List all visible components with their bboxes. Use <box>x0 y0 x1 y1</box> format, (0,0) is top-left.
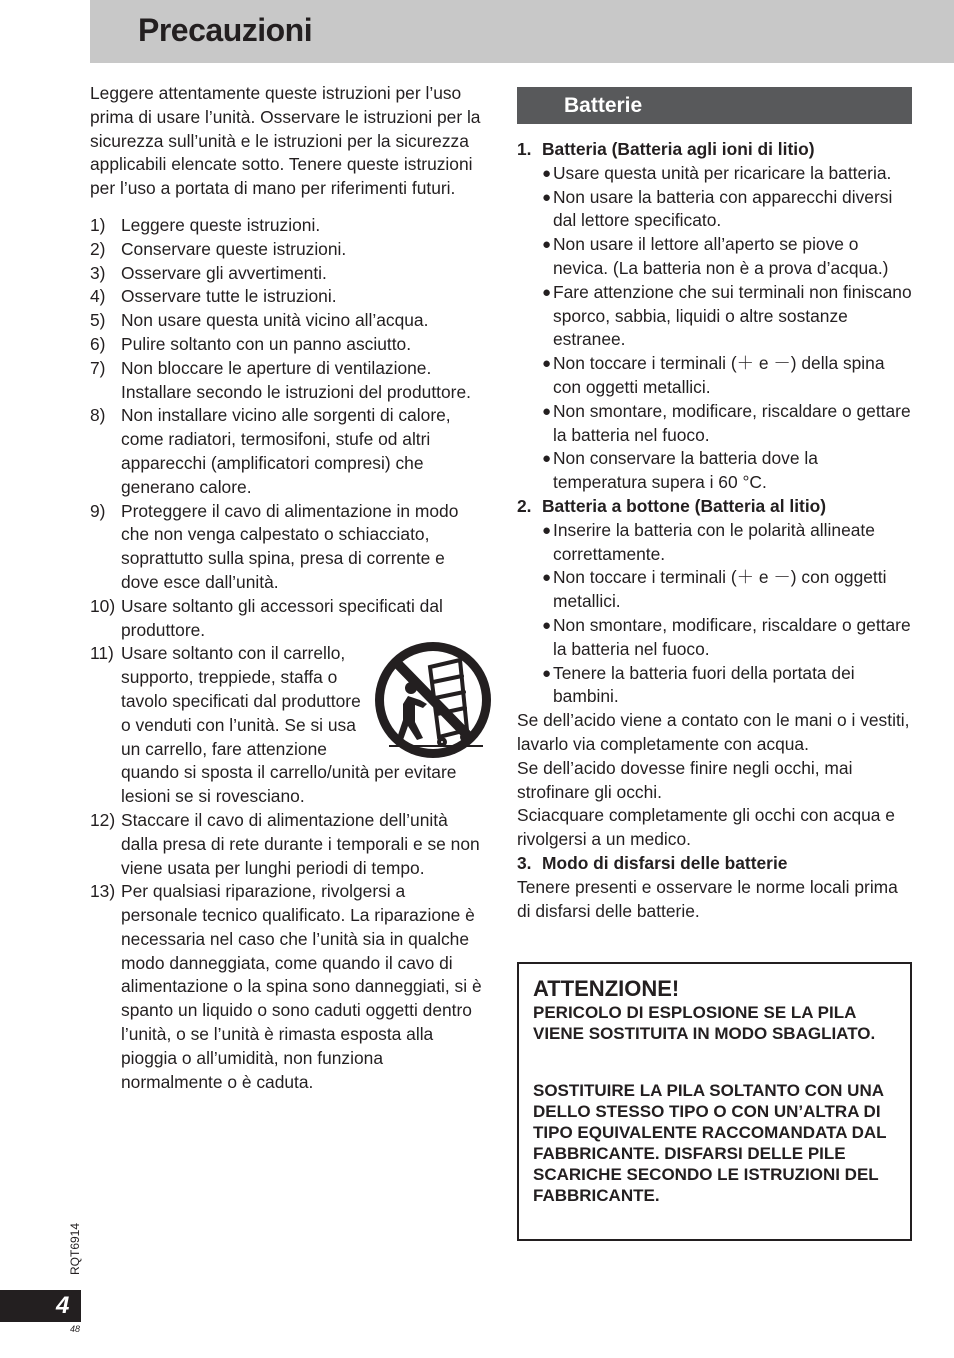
safety-list <box>90 214 485 1094</box>
subsection-heading: 3. Modo di disfarsi delle batterie <box>517 852 788 873</box>
page-title: Precauzioni <box>138 12 313 48</box>
list-item: ● Inserire la batteria con le polarità allineate correttamente. <box>542 519 875 564</box>
list-item: 1) Leggere queste istruzioni. <box>90 214 321 235</box>
subsection-heading: 2. Batteria a bottone (Batteria al litio) <box>517 495 827 516</box>
disposal-paragraph: Tenere presenti e osservare le norme locali prima di disfarsi delle batterie. <box>517 876 898 921</box>
left-column <box>90 82 485 1094</box>
list-item: 11) Usare soltanto con il carrello, supporto, treppiede, staffa o tavolo specificati dal produttore o venduti con l’unità. Se si usa un carrello, fare attenzione quando si sposta il carrello/unità per evitare lesioni se si rovesciano. <box>90 642 485 809</box>
bullet-icon: ● <box>542 236 552 254</box>
bullet-icon: ● <box>542 188 552 206</box>
list-item: 2) Conservare queste istruzioni. <box>90 238 347 259</box>
list-item: ● Non usare la batteria con apparecchi diversi dal lettore specificato. <box>542 186 893 231</box>
bullet-icon: ● <box>542 569 552 587</box>
list-item: ● Non usare il lettore all’aperto se piove o nevica. (La batteria non è a prova d’acqua.) <box>542 234 889 278</box>
bullet-icon: ● <box>542 521 552 539</box>
list-item: ● Usare questa unità per ricaricare la batteria. <box>542 162 912 186</box>
bullet-icon: ● <box>542 616 552 634</box>
acid-paragraph: Se dell’acido dovesse finire negli occhi, mai strofinare gli occhi. <box>517 757 853 802</box>
sub-page-number: 48 <box>70 1324 81 1334</box>
warning-box <box>517 962 912 1241</box>
list-item: ● Non smontare, modificare, riscaldare o gettare la batteria nel fuoco. <box>542 614 911 659</box>
right-column <box>517 82 912 923</box>
list-item: ● Non smontare, modificare, riscaldare o gettare la batteria nel fuoco. <box>542 400 911 445</box>
list-item: ● Non toccare i terminali (＋ e －) della spina con oggetti metallici. <box>542 353 885 397</box>
section-title-batterie: Batterie <box>517 87 912 124</box>
acid-paragraph: Sciacquare completamente gli occhi con acqua e rivolgersi a un medico. <box>517 805 895 850</box>
bullet-icon: ● <box>542 402 552 420</box>
bullet-icon: ● <box>542 283 552 301</box>
page-number: 4 <box>56 1292 70 1319</box>
list-item: 12) Staccare il cavo di alimentazione dell’unità dalla presa di rete durante i temporali e se non viene usata per lunghi periodi di tempo. <box>90 809 480 878</box>
bullet-icon: ● <box>542 664 552 682</box>
list-item: 9) Proteggere il cavo di alimentazione in modo che non venga calpestato o schiacciato, soprattutto sulla spina, presa di corrente e dove esce dall’unità. <box>90 500 459 592</box>
cart-warning-icon <box>375 642 493 760</box>
warning-paragraph: SOSTITUIRE LA PILA SOLTANTO CON UNA DELLO STESSO TIPO O CON UN’ALTRA DI TIPO EQUIVALENTE RACCOMANDATA DAL FABBRICANTE. DISFARSI DELLE PILE SCARICHE SECONDO LE ISTRUZIONI DEL FABBRICANTE. <box>533 1081 887 1205</box>
subsection-heading: 1. Batteria (Batteria agli ioni di litio) <box>517 139 815 159</box>
intro-paragraph: Leggere attentamente queste istruzioni per l’uso prima di usare l’unità. Osservare le istruzioni per la sicurezza sull’unità e le istruzioni per la sicurezza applicabili elencate sotto. Tenere queste istruzioni per l’uso a portata di mano per riferimenti futuri. <box>90 83 481 199</box>
list-item: 4) Osservare tutte le istruzioni. <box>90 286 337 307</box>
list-item: 6) Pulire soltanto con un panno asciutto. <box>90 333 412 354</box>
bullet-icon: ● <box>542 164 552 182</box>
list-item: 3) Osservare gli avvertimenti. <box>90 262 327 283</box>
list-item: ● Non conservare la batteria dove la temperatura supera i 60 °C. <box>542 448 818 493</box>
list-item: ● Tenere la batteria fuori della portata dei bambini. <box>542 662 855 707</box>
warning-paragraph: PERICOLO DI ESPLOSIONE SE LA PILA VIENE SOSTITUITA IN MODO SBAGLIATO. <box>533 1003 876 1043</box>
bullet-icon: ● <box>542 450 552 468</box>
bullet-icon: ● <box>542 355 552 373</box>
page-number-box <box>0 1290 81 1322</box>
list-item: ● Non toccare i terminali (＋ e －) con oggetti metallici. <box>542 567 887 612</box>
list-item: 5) Non usare questa unità vicino all’acqua. <box>90 310 429 331</box>
list-item: 13) Per qualsiasi riparazione, rivolgersi a personale tecnico qualificato. La riparazione è necessaria nel caso che l’unità sia in qualche modo danneggiata, come quando il cavo di alimentazione o la spina sono danneggiati, si è spanto un liquido o sono caduti oggetti dentro l’unità, o se l’unità è rimasta esposta alla pioggia o all’umidità, non funziona normalmente o è caduta. <box>90 881 482 1092</box>
list-item: 8) Non installare vicino alle sorgenti di calore, come radiatori, termosifoni, stufe od altri apparecchi (amplificatori compresi) che generano calore. <box>90 405 451 497</box>
warning-title: ATTENZIONE! <box>533 976 680 1001</box>
list-item: 7) Non bloccare le aperture di ventilazione. Installare secondo le istruzioni del produttore. <box>90 357 471 402</box>
document-code: RQT6914 <box>68 1222 82 1275</box>
bullet-list <box>517 519 912 709</box>
bullet-list <box>517 162 912 495</box>
list-item: ● Fare attenzione che sui terminali non finiscano sporco, sabbia, liquidi o altre sostanze estranee. <box>542 281 912 350</box>
list-item: 10) Usare soltanto gli accessori specificati dal produttore. <box>90 595 443 640</box>
acid-paragraph: Se dell’acido viene a contato con le mani o i vestiti, lavarlo via completamente con acqua. <box>517 710 910 754</box>
